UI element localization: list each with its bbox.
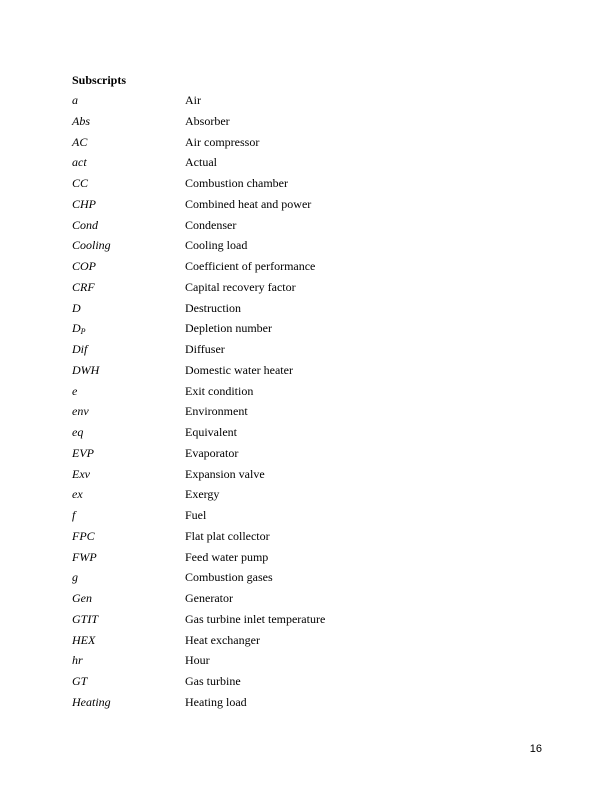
subscript-symbol: eq — [72, 425, 84, 439]
subscript-symbol: Heating — [72, 694, 111, 709]
list-item — [72, 507, 532, 528]
subscript-description: Capital recovery factor — [185, 279, 296, 294]
list-item — [72, 113, 532, 134]
subscript-description: Actual — [185, 155, 217, 170]
list-item — [72, 279, 532, 300]
list-item — [72, 486, 532, 507]
subscript-description: Domestic water heater — [185, 362, 293, 377]
subscript-description: Air — [185, 93, 201, 107]
subscript-symbol: a — [72, 93, 78, 107]
list-item — [72, 154, 532, 175]
subscript-symbol: Cooling — [72, 238, 111, 253]
subscript-description: Coefficient of performance — [185, 259, 316, 273]
subscript-symbol: AC — [72, 134, 88, 149]
list-item — [72, 175, 532, 196]
subscript-description: Feed water pump — [185, 549, 269, 564]
list-item — [72, 424, 532, 445]
symbol-subscript: P — [80, 327, 86, 337]
subscript-symbol: Exv — [72, 466, 90, 481]
subscript-symbol: CHP — [72, 196, 96, 211]
subscript-symbol: Gen — [72, 591, 92, 605]
subscript-description: Diffuser — [185, 342, 225, 356]
subscript-symbol: HEX — [72, 632, 96, 647]
subscript-symbol: f — [72, 508, 76, 522]
list-item — [72, 341, 532, 362]
subscript-description: Heating load — [185, 694, 247, 709]
list-item — [72, 569, 532, 590]
subscript-description: Combined heat and power — [185, 196, 312, 211]
page-number: 16 — [529, 743, 542, 755]
subscript-symbol: COP — [72, 259, 96, 273]
subscript-symbol: CRF — [72, 279, 95, 294]
subscript-symbol: FPC — [72, 528, 95, 543]
subscript-symbol — [72, 320, 185, 338]
list-item — [72, 445, 532, 466]
list-item — [72, 632, 532, 653]
list-item — [72, 673, 532, 694]
list-item — [72, 611, 532, 632]
list-item — [72, 528, 532, 549]
list-item — [72, 590, 532, 611]
subscript-description: Gas turbine — [185, 674, 241, 688]
subscript-symbol: DWH — [72, 362, 100, 377]
subscript-symbol: act — [72, 155, 87, 170]
subscript-description: Exergy — [185, 487, 220, 502]
subscript-description: Exit condition — [185, 383, 254, 398]
subscript-symbol: g — [72, 570, 78, 585]
subscript-symbol: env — [72, 404, 89, 419]
subscript-description: Fuel — [185, 508, 207, 522]
subscript-symbol: ex — [72, 487, 83, 502]
list-item — [72, 362, 532, 383]
subscript-description: Depletion number — [185, 321, 272, 336]
subscript-symbol: hr — [72, 653, 83, 668]
subscript-description: Combustion chamber — [185, 176, 288, 190]
list-item — [72, 196, 532, 217]
subscript-description: Cooling load — [185, 238, 248, 253]
subscripts-list — [72, 92, 532, 715]
subscript-description: Environment — [185, 404, 248, 419]
list-item — [72, 258, 532, 279]
list-item — [72, 134, 532, 155]
list-item — [72, 237, 532, 258]
subscript-description: Heat exchanger — [185, 632, 260, 647]
list-item — [72, 383, 532, 404]
subscript-description: Absorber — [185, 113, 230, 128]
list-item — [72, 300, 532, 321]
list-item — [72, 549, 532, 570]
subscript-description: Combustion gases — [185, 570, 273, 585]
subscript-symbol: Dif — [72, 342, 88, 356]
subscript-description: Hour — [185, 653, 210, 668]
subscript-symbol: Abs — [72, 113, 90, 128]
subscript-description: Air compressor — [185, 134, 260, 149]
subscript-symbol: FWP — [72, 549, 97, 564]
subscript-description: Equivalent — [185, 425, 237, 439]
list-item — [72, 403, 532, 424]
list-item — [72, 217, 532, 238]
subscript-symbol: Cond — [72, 217, 99, 232]
subscript-description: Condenser — [185, 217, 237, 232]
list-item — [72, 320, 532, 341]
subscript-description: Flat plat collector — [185, 528, 270, 543]
subscript-description: Evaporator — [185, 445, 239, 460]
list-item — [72, 694, 532, 715]
subscript-description: Destruction — [185, 300, 241, 315]
subscript-symbol: D — [72, 300, 81, 315]
list-item — [72, 466, 532, 487]
subscript-symbol: e — [72, 383, 78, 398]
symbol-base: D — [72, 321, 81, 336]
subscript-symbol: GT — [72, 674, 88, 688]
subscript-description: Generator — [185, 591, 233, 605]
subscript-description: Gas turbine inlet temperature — [185, 611, 326, 626]
list-item — [72, 652, 532, 673]
list-item — [72, 92, 532, 113]
subscript-symbol: GTIT — [72, 611, 99, 626]
subscript-description: Expansion valve — [185, 466, 265, 481]
subscript-symbol: EVP — [72, 445, 94, 460]
subscript-symbol: CC — [72, 176, 89, 190]
section-heading: Subscripts — [72, 73, 127, 87]
